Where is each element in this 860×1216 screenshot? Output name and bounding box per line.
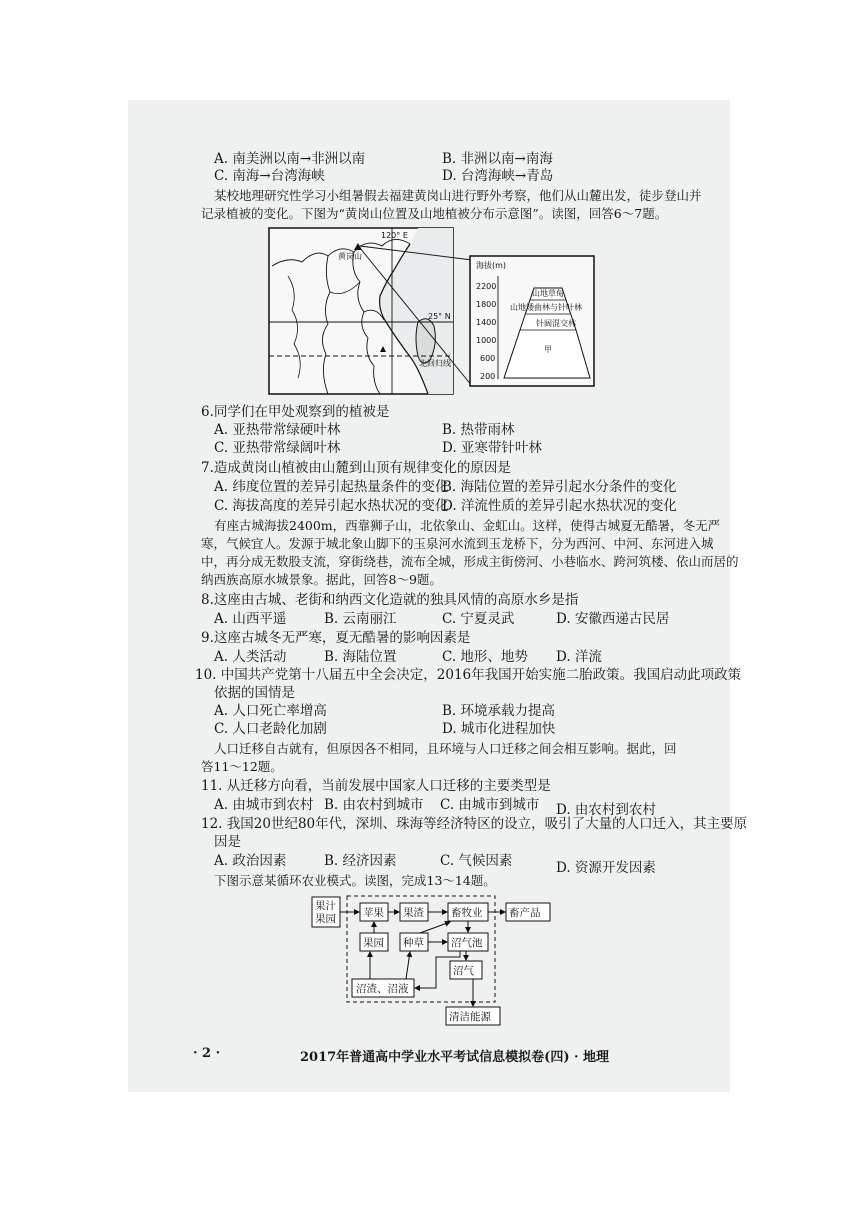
q6-option-c: C. 亚热带常绿阔叶林 xyxy=(214,440,341,456)
q10-option-d: D. 城市化进程加快 xyxy=(442,721,556,737)
zone-jia: 甲 xyxy=(544,345,552,354)
q6-option-b: B. 热带雨林 xyxy=(442,422,515,438)
q8-option-d: D. 安徽西递古民居 xyxy=(556,611,670,627)
q9-option-c: C. 地形、地势 xyxy=(442,649,528,665)
orchard-label: 果园 xyxy=(315,913,336,925)
zone-mixed-forest: 针阔混交林 xyxy=(536,319,576,328)
arrow xyxy=(420,922,450,933)
q9-option-a: A. 人类活动 xyxy=(214,649,287,665)
q8-option-a: A. 山西平遥 xyxy=(214,611,287,627)
q11-option-d: D. 由农村到农村 xyxy=(556,802,656,818)
q6-option-d: D. 亚寒带针叶林 xyxy=(442,440,542,456)
apple-label: 苹果 xyxy=(363,907,384,919)
q10-option-c: C. 人口老龄化加剧 xyxy=(214,721,327,737)
intro-13-14: 下图示意某循环农业模式。读图，完成13～14题。 xyxy=(214,873,496,888)
option-d: D. 台湾海峡→青岛 xyxy=(442,168,554,184)
q9-option-d: D. 洋流 xyxy=(556,649,602,665)
tick-1400: 1400 xyxy=(476,318,497,327)
q11-stem: 11. 从迁移方向看，当前发展中国家人口迁移的主要类型是 xyxy=(201,778,551,794)
passage-8-9-line2: 寒，气候宜人。发源于城北象山脚下的玉泉河水流到玉龙桥下，分为西河、中河、东河进入城 xyxy=(201,536,714,551)
biogas-label: 沼气 xyxy=(453,965,474,977)
tick-1000: 1000 xyxy=(476,336,497,345)
q7-option-d: D. 洋流性质的差异引起水热状况的变化 xyxy=(442,498,677,514)
clean-energy-label: 清洁能源 xyxy=(449,1011,491,1023)
q12-option-b: B. 经济因素 xyxy=(324,853,397,869)
tick-2200: 2200 xyxy=(476,282,497,291)
q9-stem: 9.这座古城冬无严寒，夏无酷暑的影响因素是 xyxy=(201,630,471,646)
latitude-label: 25° N xyxy=(428,312,451,321)
zone-meadow: 山地草甸 xyxy=(532,289,564,298)
profile-axis-title: 海拔(m) xyxy=(476,261,507,270)
biogas-pool-label: 沼气池 xyxy=(451,937,483,949)
page-number: · 2 · xyxy=(193,1046,221,1061)
tick-1800: 1800 xyxy=(476,300,497,309)
exam-title-footer: 2017年普通高中学业水平考试信息模拟卷(四) · 地理 xyxy=(300,1050,610,1065)
q12-stem-line1: 12. 我国20世纪80年代，深圳、珠海等经济特区的设立，吸引了大量的人口迁入，其主要原 xyxy=(201,816,748,832)
q11-option-b: B. 由农村到城市 xyxy=(324,797,424,813)
q10-stem-line2: 依据的国情是 xyxy=(214,685,295,701)
option-a: A. 南美洲以南→非洲以南 xyxy=(214,151,366,167)
intro-6-7-line2: 记录植被的变化。下图为“黄岗山位置及山地植被分布示意图”。读图，回答6～7题。 xyxy=(201,206,668,221)
products-label: 畜产品 xyxy=(509,907,541,919)
q12-option-c: C. 气候因素 xyxy=(440,853,513,869)
zone-krummholz: 山地矮曲林与针叶林 xyxy=(510,303,582,312)
q9-option-b: B. 海陆位置 xyxy=(324,649,397,665)
q7-option-a: A. 纬度位置的差异引起热量条件的变化 xyxy=(214,479,449,495)
grass-label: 种草 xyxy=(403,937,424,949)
q11-option-a: A. 由城市到农村 xyxy=(214,797,314,813)
option-b: B. 非洲以南→南海 xyxy=(442,151,553,167)
q12-option-d: D. 资源开发因素 xyxy=(556,860,656,876)
livestock-label: 畜牧业 xyxy=(451,907,483,919)
tick-200: 200 xyxy=(480,372,496,381)
intro-6-7-line1: 某校地理研究性学习小组暑假去福建黄岗山进行野外考察，他们从山麓出发，徒步登山并 xyxy=(214,188,702,203)
passage-8-9-line3: 中，再分成无数股支流，穿街绕巷，流布全城，形成主街傍河、小巷临水、跨河筑楼、依山而居的 xyxy=(201,554,739,569)
q7-option-c: C. 海拔高度的差异引起水热状况的变化 xyxy=(214,498,449,514)
q12-stem-line2: 因是 xyxy=(214,834,241,850)
tropic-label: 北回归线 xyxy=(419,359,451,368)
q6-option-a: A. 亚热带常绿硬叶林 xyxy=(214,422,341,438)
passage-8-9-line4: 纳西族高原水城景象。据此，回答8～9题。 xyxy=(201,572,442,587)
passage-8-9-line1: 有座古城海拔2400m，西靠狮子山，北依象山、金虹山。这样，使得古城夏无酷暑，冬无严 xyxy=(214,518,721,533)
q6-stem: 6.同学们在甲处观察到的植被是 xyxy=(201,404,390,420)
map-figure xyxy=(268,226,596,398)
residue-label: 果渣 xyxy=(403,907,424,919)
sludge-label: 沼渣、沼液 xyxy=(356,983,409,995)
q8-stem: 8.这座由古城、老街和纳西文化造就的独具风情的高原水乡是指 xyxy=(201,592,579,608)
orchard-box-label: 果园 xyxy=(363,937,384,949)
longitude-label: 120° E xyxy=(381,231,408,240)
passage-11-12-line1: 人口迁移自古就有，但原因各不相同，且环境与人口迁移之间会相互影响。据此，回 xyxy=(214,741,677,756)
passage-11-12-line2: 答11～12题。 xyxy=(201,759,283,774)
q10-option-b: B. 环境承载力提高 xyxy=(442,703,556,719)
q10-option-a: A. 人口死亡率增高 xyxy=(214,703,327,719)
q8-option-b: B. 云南丽江 xyxy=(324,611,397,627)
q7-stem: 7.造成黄岗山植被由山麓到山顶有规律变化的原因是 xyxy=(201,460,511,476)
option-c: C. 南海→台湾海峡 xyxy=(214,168,325,184)
q10-stem-line1: 10. 中国共产党第十八届五中全会决定，2016年我国开始实施二胎政策。我国启动此项政策 xyxy=(195,667,742,683)
q12-option-a: A. 政治因素 xyxy=(214,853,287,869)
q11-option-c: C. 由城市到城市 xyxy=(440,797,540,813)
tick-600: 600 xyxy=(480,354,496,363)
arrow xyxy=(406,952,410,979)
q8-option-c: C. 宁夏灵武 xyxy=(442,611,515,627)
q7-option-b: B. 海陆位置的差异引起水分条件的变化 xyxy=(442,479,677,495)
flow-diagram xyxy=(310,893,560,1029)
juice-label: 果汁 xyxy=(315,900,336,912)
mountain-label: 黄岗山 xyxy=(338,252,362,261)
